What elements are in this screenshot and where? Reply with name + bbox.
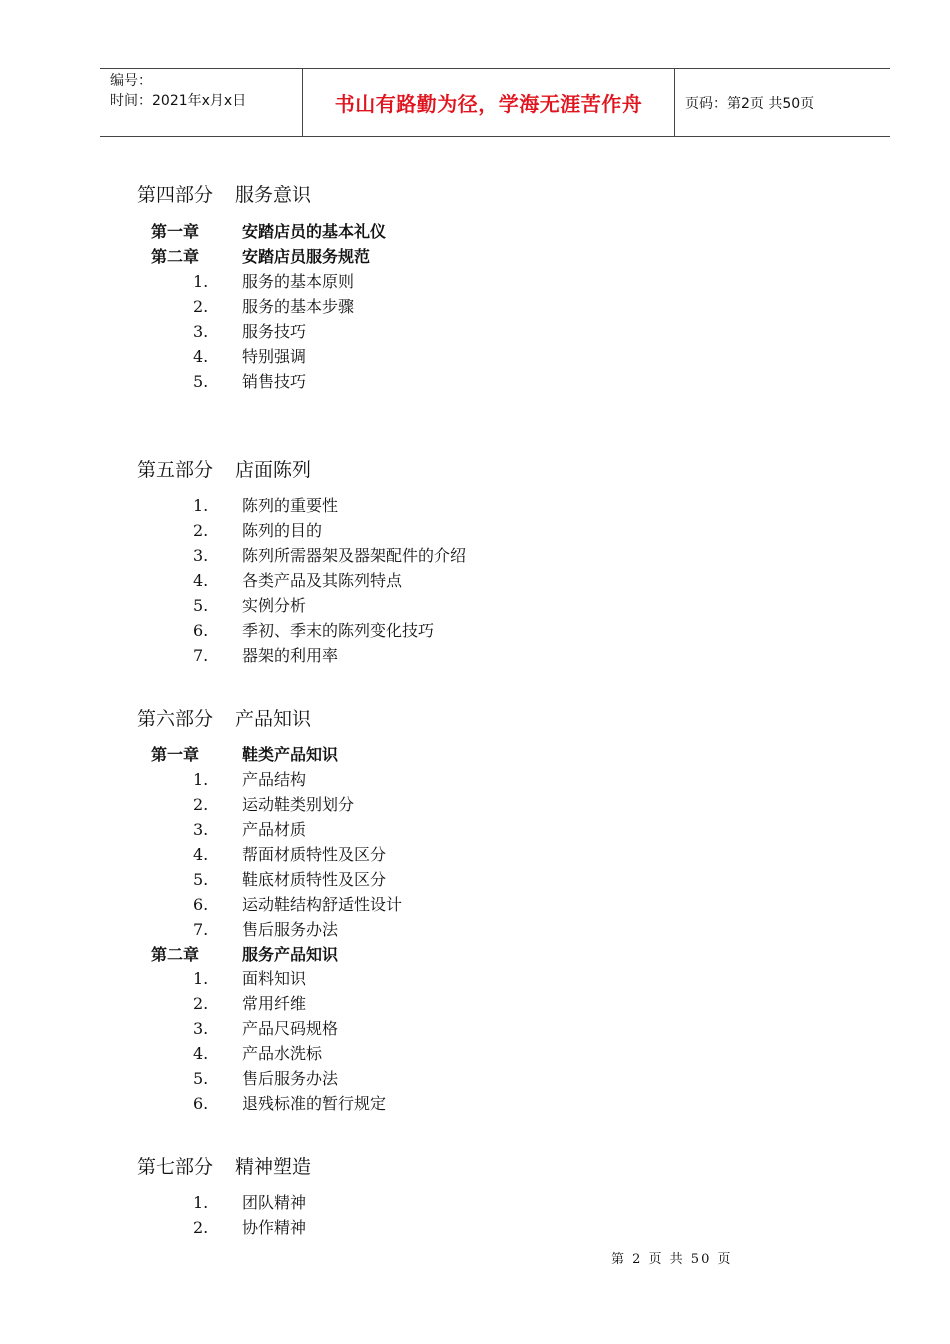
section-heading <box>137 455 311 482</box>
list-item: 3. 服务技巧 <box>193 322 307 341</box>
time-line: 时间：2021年x月x日 <box>110 93 247 109</box>
page-footer: 第 2 页 共 50 页 <box>611 1252 733 1267</box>
list-item: 1. 产品结构 <box>193 770 307 789</box>
list-item: 6. 运动鞋结构舒适性设计 <box>193 895 403 914</box>
list-item: 5. 实例分析 <box>193 596 307 615</box>
chapter-heading <box>151 942 339 965</box>
header-page-info: 页码：第2页 共50页 <box>685 95 815 112</box>
section-label: 第七部分 <box>137 1156 214 1178</box>
list-item: 4. 产品水洗标 <box>193 1044 323 1063</box>
list-item: 4. 特别强调 <box>193 347 307 366</box>
section-label: 第六部分 <box>137 708 214 730</box>
list-item: 6. 季初、季末的陈列变化技巧 <box>193 621 435 640</box>
list-item: 1. 陈列的重要性 <box>193 496 339 515</box>
section-title: 产品知识 <box>235 708 312 730</box>
section-label: 第四部分 <box>137 184 214 206</box>
section-title: 服务意识 <box>235 184 312 206</box>
chapter-label: 第二章 <box>151 247 200 266</box>
chapter-title: 安踏店员的基本礼仪 <box>242 222 387 241</box>
list-item: 1. 服务的基本原则 <box>193 272 355 291</box>
list-item: 3. 陈列所需器架及器架配件的介绍 <box>193 546 467 565</box>
list-item: 3. 产品尺码规格 <box>193 1019 339 1038</box>
chapter-heading <box>151 219 387 242</box>
header-motto: 书山有路勤为径，学海无涯苦作舟 <box>302 69 675 136</box>
list-item: 5. 鞋底材质特性及区分 <box>193 870 387 889</box>
serial-label: 编号： <box>110 73 152 89</box>
list-item: 2. 常用纤维 <box>193 994 307 1013</box>
section-heading <box>137 1152 311 1179</box>
list-item: 3. 产品材质 <box>193 820 307 839</box>
list-item: 7. 器架的利用率 <box>193 646 339 665</box>
list-item: 4. 帮面材质特性及区分 <box>193 845 387 864</box>
section-title: 店面陈列 <box>235 459 312 481</box>
list-item: 4. 各类产品及其陈列特点 <box>193 571 403 590</box>
list-item: 6. 退残标准的暂行规定 <box>193 1094 387 1113</box>
section-title: 精神塑造 <box>235 1156 312 1178</box>
list-item: 2. 服务的基本步骤 <box>193 297 355 316</box>
list-item: 7. 售后服务办法 <box>193 920 339 939</box>
header-meta <box>100 69 302 136</box>
chapter-heading <box>151 244 371 267</box>
list-item: 2. 运动鞋类别划分 <box>193 795 355 814</box>
chapter-title: 安踏店员服务规范 <box>242 247 371 266</box>
page-header <box>100 68 890 137</box>
chapter-label: 第二章 <box>151 945 200 964</box>
list-item: 2. 陈列的目的 <box>193 521 323 540</box>
section-heading <box>137 180 311 207</box>
list-item: 1. 面料知识 <box>193 969 307 988</box>
section-heading <box>137 704 311 731</box>
chapter-label: 第一章 <box>151 222 200 241</box>
chapter-heading <box>151 742 339 765</box>
chapter-title: 鞋类产品知识 <box>242 745 339 764</box>
section-label: 第五部分 <box>137 459 214 481</box>
list-item: 5. 售后服务办法 <box>193 1069 339 1088</box>
chapter-label: 第一章 <box>151 745 200 764</box>
list-item: 2. 协作精神 <box>193 1218 307 1237</box>
list-item: 5. 销售技巧 <box>193 372 307 391</box>
list-item: 1. 团队精神 <box>193 1193 307 1212</box>
chapter-title: 服务产品知识 <box>242 945 339 964</box>
